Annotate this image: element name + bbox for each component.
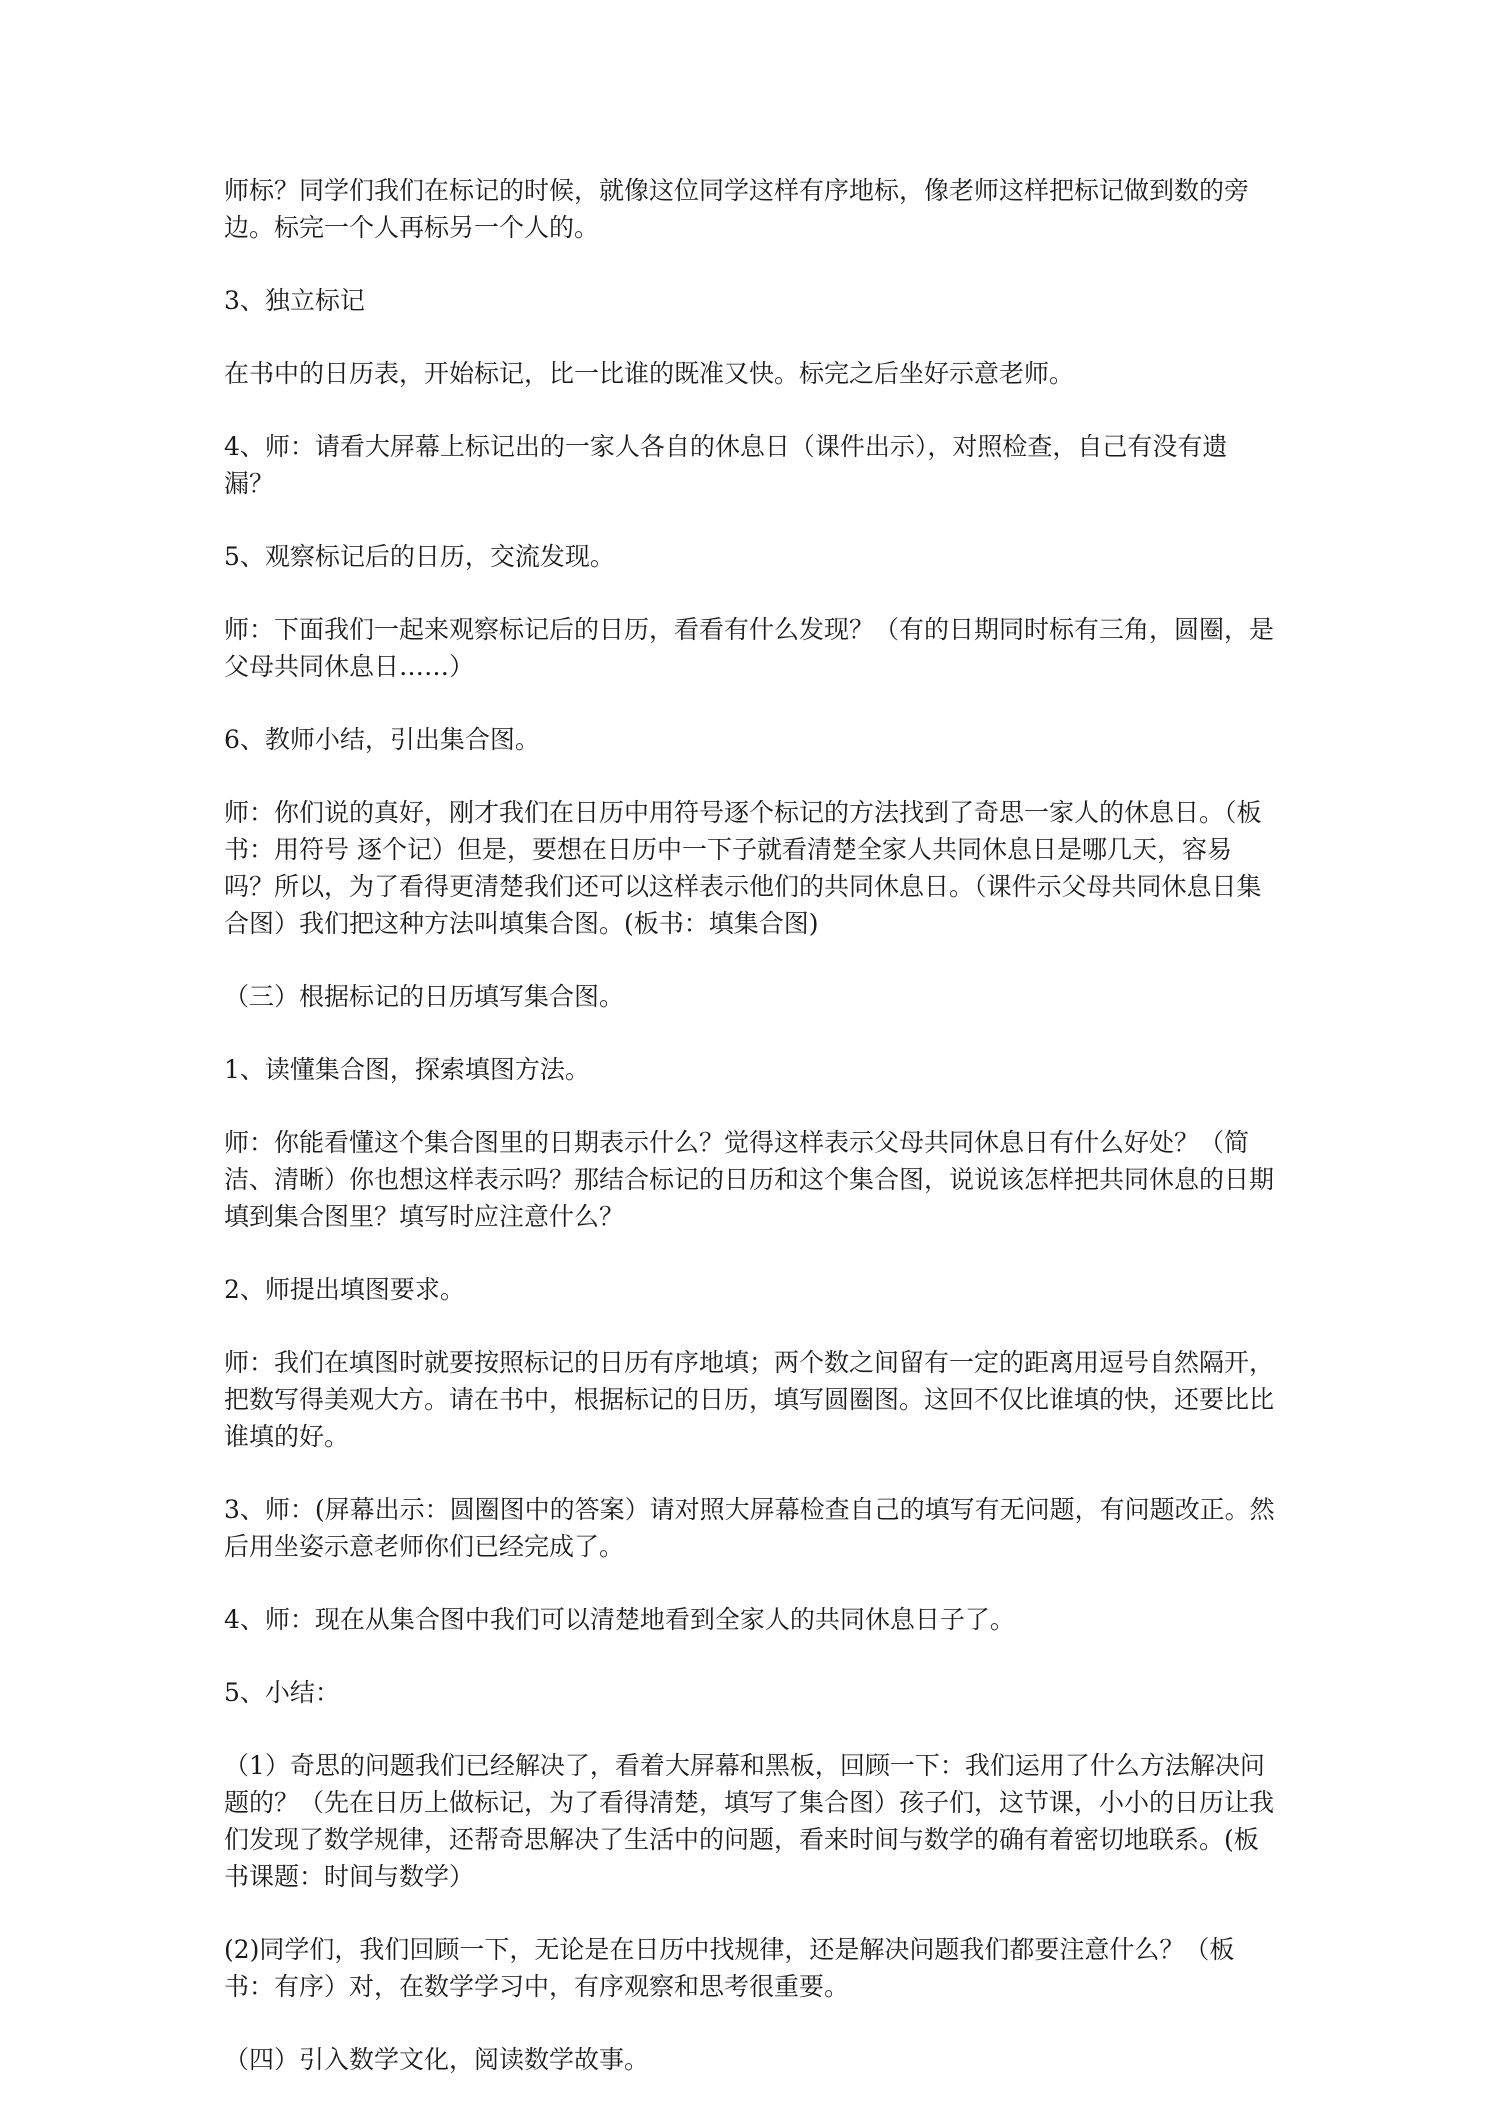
section-heading: （四）引入数学文化，阅读数学故事。 — [224, 2045, 650, 2074]
paragraph: 师：下面我们一起来观察标记后的日历，看看有什么发现？（有的日期同时标有三角，圆圈，是父母共同休息日……） — [224, 615, 1275, 681]
paragraph: 在书中的日历表，开始标记，比一比谁的既准又快。标完之后坐好示意老师。 — [224, 359, 1075, 388]
paragraph: 4、师：现在从集合图中我们可以清楚地看到全家人的共同休息日子了。 — [224, 1605, 1015, 1634]
paragraph: 4、师：请看大屏幕上标记出的一家人各自的休息日（课件出示），对照检查，自己有没有遗漏？ — [224, 432, 1228, 498]
paragraph: 3、师：(屏幕出示：圆圈图中的答案）请对照大屏幕检查自己的填写有无问题，有问题改正。然后用坐姿示意老师你们已经完成了。 — [224, 1495, 1275, 1561]
paragraph: 师标？同学们我们在标记的时候，就像这位同学这样有序地标，像老师这样把标记做到数的旁边。标完一个人再标另一个人的。 — [224, 176, 1250, 242]
step-heading: 2、师提出填图要求。 — [224, 1275, 465, 1304]
paragraph: 师：你们说的真好，刚才我们在日历中用符号逐个标记的方法找到了奇思一家人的休息日。（板书：用符号 逐个记）但是，要想在日历中一下子就看清楚全家人共同休息日是哪几天，容易吗？所以，为了看得更清楚我们还可以这样表示他们的共同休息日。（课件示父母共同休息日集合图）我们把这种方法叫填集合图。(板书：填集合图) — [224, 798, 1262, 938]
step-heading: 1、读懂集合图，探索填图方法。 — [224, 1055, 590, 1084]
paragraph: （1）奇思的问题我们已经解决了，看着大屏幕和黑板，回顾一下：我们运用了什么方法解决问题的？（先在日历上做标记，为了看得清楚，填写了集合图）孩子们，这节课，小小的日历让我们发现了数学规律，还帮奇思解决了生活中的问题，看来时间与数学的确有着密切地联系。(板书课题：时间与数学） — [224, 1751, 1275, 1891]
step-heading: 5、观察标记后的日历，交流发现。 — [224, 542, 615, 571]
section-heading: （三）根据标记的日历填写集合图。 — [224, 982, 625, 1011]
step-heading: 3、独立标记 — [224, 286, 365, 315]
step-heading: 5、小结： — [224, 1678, 340, 1707]
paragraph: 师：你能看懂这个集合图里的日期表示什么？觉得这样表示父母共同休息日有什么好处？（简洁、清晰）你也想这样表示吗？那结合标记的日历和这个集合图，说说该怎样把共同休息的日期填到集合图里？填写时应注意什么？ — [224, 1128, 1275, 1231]
step-heading: 6、教师小结，引出集合图。 — [224, 725, 540, 754]
document-body — [224, 172, 1276, 2114]
paragraph: (2)同学们，我们回顾一下，无论是在日历中找规律，还是解决问题我们都要注意什么？（板书：有序）对，在数学学习中，有序观察和思考很重要。 — [224, 1935, 1235, 2001]
paragraph: 师：我们在填图时就要按照标记的日历有序地填；两个数之间留有一定的距离用逗号自然隔开，把数写得美观大方。请在书中，根据标记的日历，填写圆圈图。这回不仅比谁填的快，还要比比谁填的好。 — [224, 1348, 1275, 1451]
